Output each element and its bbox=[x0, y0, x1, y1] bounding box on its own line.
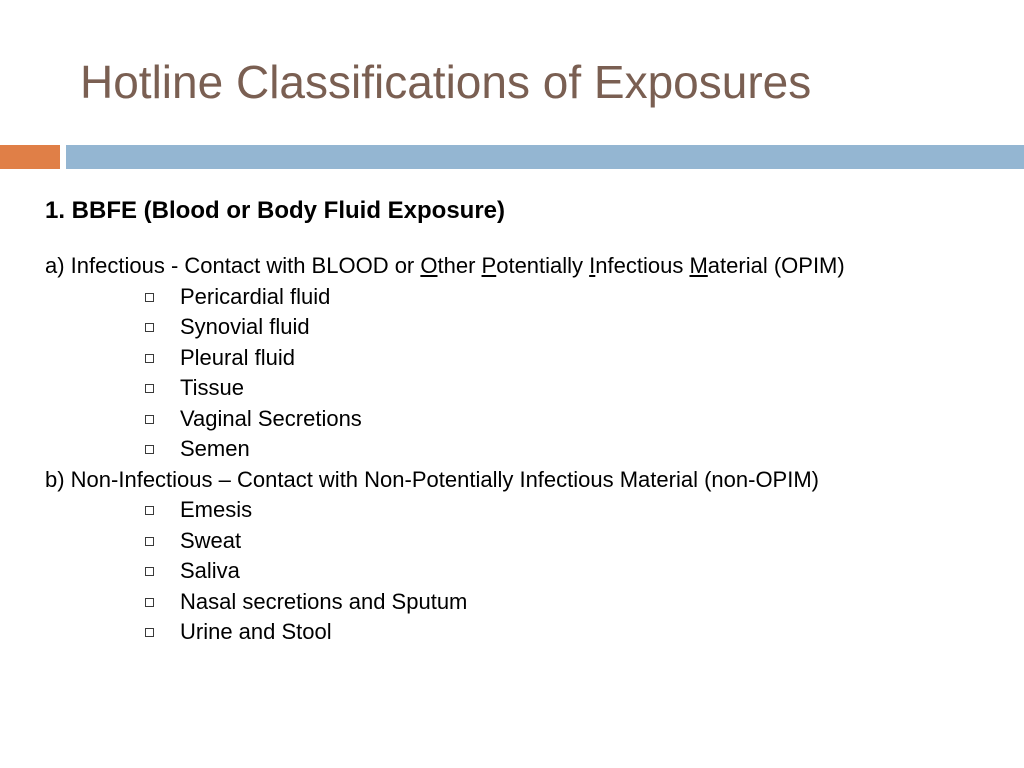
list-item-label: Semen bbox=[180, 436, 250, 461]
section-a-intro-material: aterial (OPIM) bbox=[707, 253, 845, 278]
list-item-label: Pericardial fluid bbox=[180, 283, 331, 309]
list-item-label: Emesis bbox=[180, 497, 253, 522]
square-bullet-icon bbox=[145, 354, 154, 363]
section-b-intro: b) Non-Infectious – Contact with Non-Potentially Infectious Material (non-OPIM) bbox=[45, 466, 819, 492]
square-bullet-icon bbox=[145, 598, 154, 607]
list-item bbox=[45, 343, 1005, 374]
list-item bbox=[45, 556, 1005, 587]
square-bullet-icon bbox=[145, 567, 154, 576]
section-a-list bbox=[45, 282, 1005, 465]
list-item-label: Sweat bbox=[180, 527, 242, 553]
underlined-letter-p: P bbox=[481, 253, 497, 278]
list-item bbox=[45, 282, 1005, 313]
list-item bbox=[45, 526, 1005, 557]
section-a-intro-other: ther bbox=[437, 253, 482, 278]
section-b-list bbox=[45, 495, 1005, 648]
section-a-intro-potentially: otentially bbox=[496, 253, 590, 278]
accent-bar-blue bbox=[66, 145, 1024, 169]
section-heading: 1. BBFE (Blood or Body Fluid Exposure) bbox=[45, 197, 506, 224]
list-item-label: Urine and Stool bbox=[180, 619, 332, 644]
list-item-label: Vaginal Secretions bbox=[180, 405, 362, 431]
square-bullet-icon bbox=[145, 506, 154, 515]
underlined-letter-o: O bbox=[420, 253, 438, 278]
list-item bbox=[45, 617, 1005, 648]
underlined-letter-i: I bbox=[589, 253, 596, 278]
list-item bbox=[45, 404, 1005, 435]
square-bullet-icon bbox=[145, 628, 154, 637]
list-item-label: Saliva bbox=[180, 558, 240, 583]
section-a-intro-infectious: nfectious bbox=[595, 253, 690, 278]
list-item bbox=[45, 434, 1005, 465]
square-bullet-icon bbox=[145, 445, 154, 454]
section-a-intro bbox=[45, 251, 1005, 282]
list-item-label: Synovial fluid bbox=[180, 314, 310, 339]
list-item bbox=[45, 312, 1005, 343]
square-bullet-icon bbox=[145, 293, 154, 302]
square-bullet-icon bbox=[145, 537, 154, 546]
list-item bbox=[45, 495, 1005, 526]
section-a-intro-prefix: a) Infectious - Contact with BLOOD or bbox=[45, 253, 421, 278]
list-item-label: Tissue bbox=[180, 375, 244, 400]
list-item-label: Nasal secretions and Sputum bbox=[180, 588, 468, 614]
square-bullet-icon bbox=[145, 323, 154, 332]
list-item-label: Pleural fluid bbox=[180, 344, 295, 370]
slide-title: Hotline Classifications of Exposures bbox=[80, 56, 812, 108]
accent-bar-orange bbox=[0, 145, 60, 169]
list-item bbox=[45, 587, 1005, 618]
underlined-letter-m: M bbox=[689, 253, 708, 278]
list-item bbox=[45, 373, 1005, 404]
square-bullet-icon bbox=[145, 384, 154, 393]
square-bullet-icon bbox=[145, 415, 154, 424]
slide-body bbox=[45, 193, 1005, 648]
